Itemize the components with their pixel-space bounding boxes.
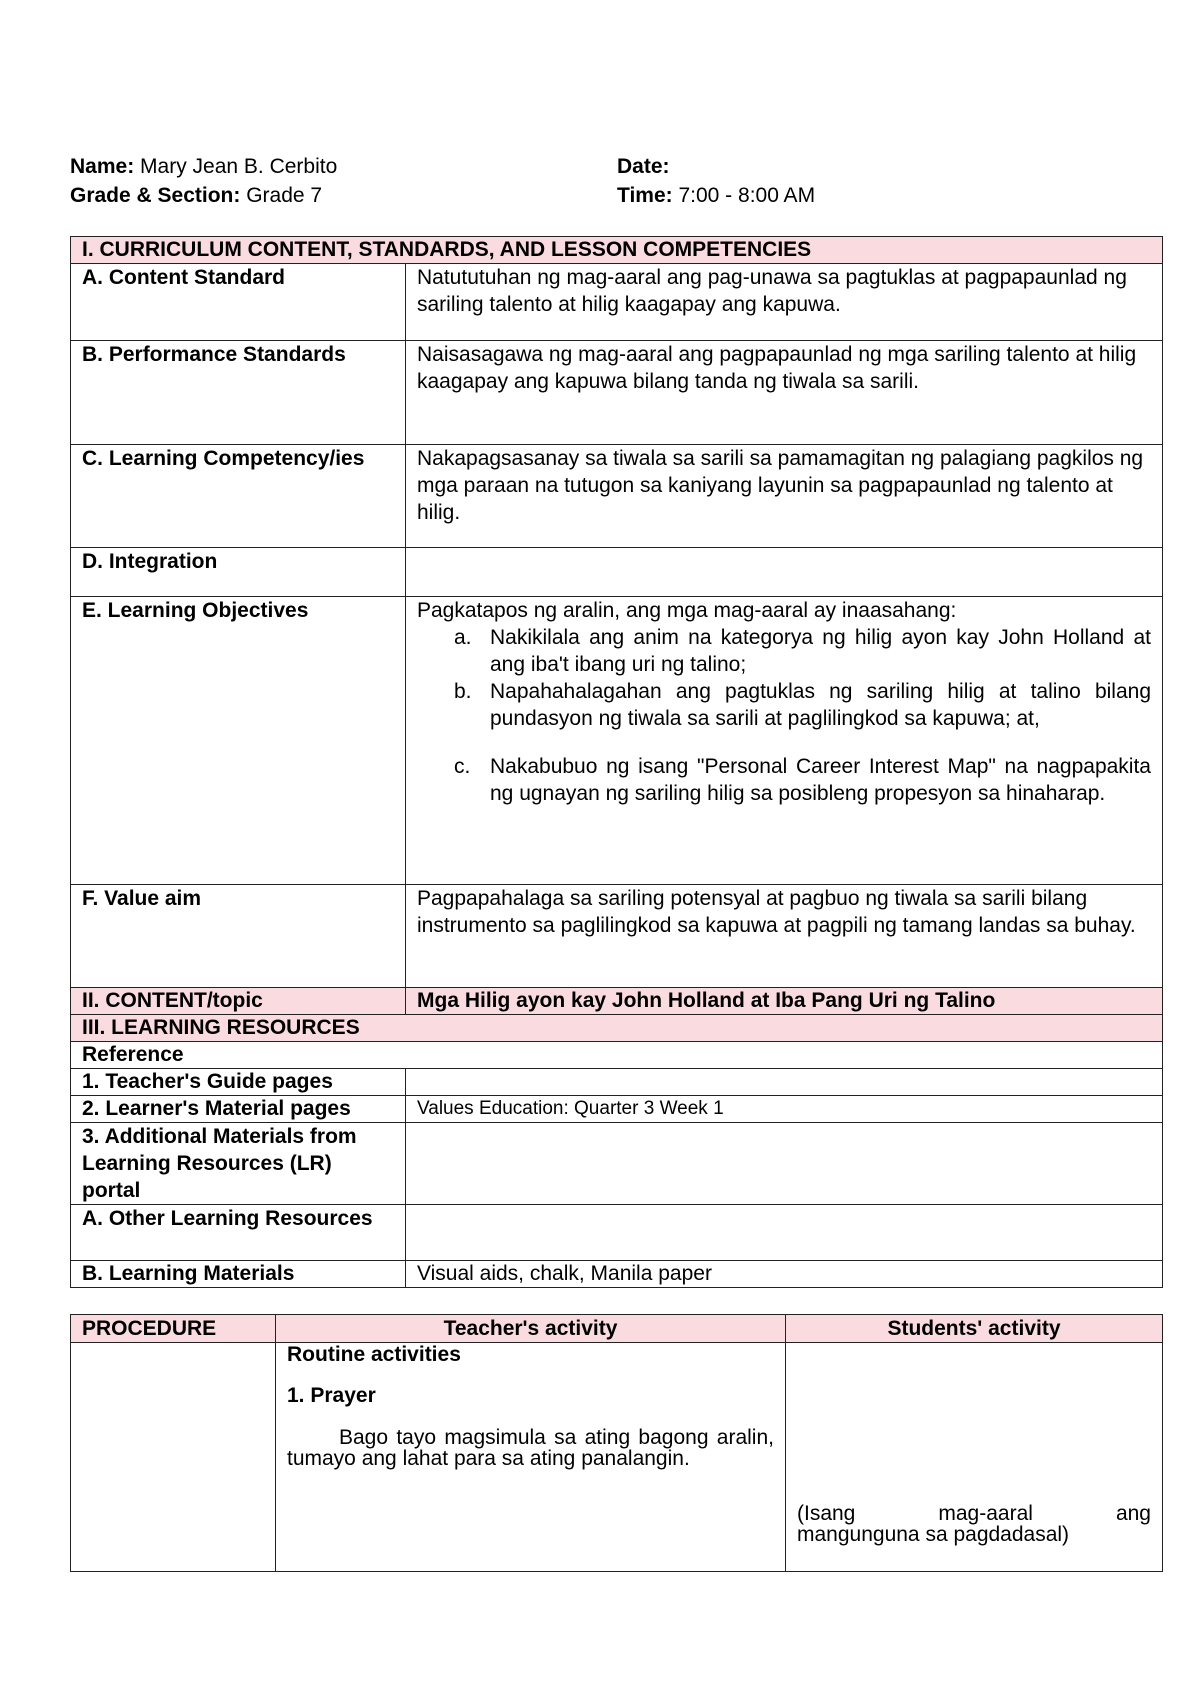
objective-text: Nakabubuo ng isang "Personal Career Interest Map" na nagpapakita ng ugnayan ng sariling hilig sa posibleng propesyon sa hinaharap. — [490, 755, 1151, 805]
learning-materials-text: Visual aids, chalk, Manila paper — [406, 1261, 1163, 1288]
other-resources-row — [71, 1205, 1163, 1261]
student-line-1: (Isang mag-aaral ang — [797, 1502, 1151, 1525]
learning-competency-label: C. Learning Competency/ies — [71, 445, 406, 548]
student-activity-text — [797, 1503, 1151, 1545]
additional-materials-text — [406, 1123, 1163, 1205]
objectives-list — [417, 624, 1151, 807]
learners-material-row — [71, 1096, 1163, 1123]
learning-materials-label: B. Learning Materials — [71, 1261, 406, 1288]
section-curriculum-row — [71, 237, 1163, 264]
performance-standards-row — [71, 341, 1163, 445]
date-field — [617, 152, 670, 181]
name-value: Mary Jean B. Cerbito — [134, 155, 338, 178]
grade-label: Grade & Section: — [70, 184, 241, 207]
reference-row — [71, 1042, 1163, 1069]
content-standard-text: Natututuhan ng mag-aaral ang pag-unawa sa pagtuklas at pagpapaunlad ng sariling talento at hilig kaagapay ang kapuwa. — [406, 264, 1163, 341]
student-activity-cell — [786, 1343, 1163, 1572]
teachers-guide-label: 1. Teacher's Guide pages — [71, 1069, 406, 1096]
learning-materials-row — [71, 1261, 1163, 1288]
objective-marker: b. — [454, 680, 472, 703]
learning-objectives-row — [71, 597, 1163, 885]
name-label: Name: — [70, 155, 135, 178]
grade-value: Grade 7 — [240, 184, 323, 207]
integration-label: D. Integration — [71, 548, 406, 597]
section-resources-row — [71, 1015, 1163, 1042]
header-row-2 — [70, 181, 1160, 210]
content-topic-label: II. CONTENT/topic — [71, 988, 406, 1015]
objective-item — [417, 678, 1151, 732]
objective-text: Napahahalagahan ang pagtuklas ng sariling hilig at talino bilang pundasyon ng tiwala sa sarili at paglilingkod sa kapuwa; at, — [490, 680, 1151, 730]
procedure-col-header: PROCEDURE — [71, 1315, 276, 1343]
learners-material-label: 2. Learner's Material pages — [71, 1096, 406, 1123]
content-standard-label: A. Content Standard — [71, 264, 406, 341]
objective-marker: c. — [454, 755, 471, 778]
teachers-guide-row — [71, 1069, 1163, 1096]
time-value: 7:00 - 8:00 AM — [672, 184, 816, 207]
time-field — [617, 181, 815, 210]
learning-competency-row — [71, 445, 1163, 548]
performance-standards-text: Naisasagawa ng mag-aaral ang pagpapaunlad ng mga sariling talento at hilig kaagapay ang kapuwa bilang tanda ng tiwala sa sarili. — [406, 341, 1163, 445]
prayer-text: Bago tayo magsimula sa ating bagong aralin, tumayo ang lahat para sa ating panalangin. — [287, 1426, 774, 1470]
student-activity-header: Students' activity — [786, 1315, 1163, 1343]
learning-competency-text: Nakapagsasanay sa tiwala sa sarili sa pamamagitan ng palagiang pagkilos ng mga paraan na tutugon sa kaniyang layunin sa pagpapaunlad ng talento at hilig. — [406, 445, 1163, 548]
time-label: Time: — [617, 184, 673, 207]
procedure-row — [71, 1343, 1163, 1572]
procedure-cell — [71, 1343, 276, 1572]
lesson-plan-table — [70, 236, 1163, 1288]
performance-standards-label: B. Performance Standards — [71, 341, 406, 445]
name-field — [70, 152, 337, 181]
teachers-guide-text — [406, 1069, 1163, 1096]
learners-material-text: Values Education: Quarter 3 Week 1 — [406, 1096, 1163, 1123]
procedure-table — [70, 1314, 1163, 1572]
content-topic-row — [71, 988, 1163, 1015]
grade-field — [70, 181, 322, 210]
reference-label: Reference — [71, 1042, 1163, 1069]
other-resources-label: A. Other Learning Resources — [71, 1205, 406, 1261]
other-resources-text — [406, 1205, 1163, 1261]
content-standard-row — [71, 264, 1163, 341]
objective-text: Nakikilala ang anim na kategorya ng hilig ayon kay John Holland at ang iba't ibang uri ng talino; — [490, 626, 1151, 676]
student-line-2: mangunguna sa pagdadasal) — [797, 1523, 1070, 1546]
additional-materials-row — [71, 1123, 1163, 1205]
procedure-header-row — [71, 1315, 1163, 1343]
section-resources-title: III. LEARNING RESOURCES — [71, 1015, 1163, 1042]
routine-heading: Routine activities — [287, 1343, 461, 1366]
teacher-activity-header: Teacher's activity — [276, 1315, 786, 1343]
value-aim-text: Pagpapahalaga sa sariling potensyal at pagbuo ng tiwala sa sarili bilang instrumento sa paglilingkod sa kapuwa at pagpili ng tamang landas sa buhay. — [406, 885, 1163, 988]
integration-row — [71, 548, 1163, 597]
section-curriculum-title: I. CURRICULUM CONTENT, STANDARDS, AND LESSON COMPETENCIES — [71, 237, 1163, 264]
value-aim-label: F. Value aim — [71, 885, 406, 988]
objective-item — [417, 753, 1151, 807]
additional-materials-label: 3. Additional Materials from Learning Resources (LR) portal — [71, 1123, 406, 1205]
lesson-header — [70, 152, 1160, 210]
content-topic-text: Mga Hilig ayon kay John Holland at Iba Pang Uri ng Talino — [406, 988, 1163, 1015]
header-row-1 — [70, 152, 1160, 181]
objective-item — [417, 624, 1151, 678]
teacher-activity-cell — [276, 1343, 786, 1572]
learning-objectives-cell — [406, 597, 1163, 885]
objective-marker: a. — [454, 626, 472, 649]
objectives-intro: Pagkatapos ng aralin, ang mga mag-aaral ay inaasahang: — [417, 599, 957, 622]
integration-text — [406, 548, 1163, 597]
date-label: Date: — [617, 155, 670, 178]
value-aim-row — [71, 885, 1163, 988]
learning-objectives-label: E. Learning Objectives — [71, 597, 406, 885]
prayer-heading: 1. Prayer — [287, 1384, 376, 1407]
